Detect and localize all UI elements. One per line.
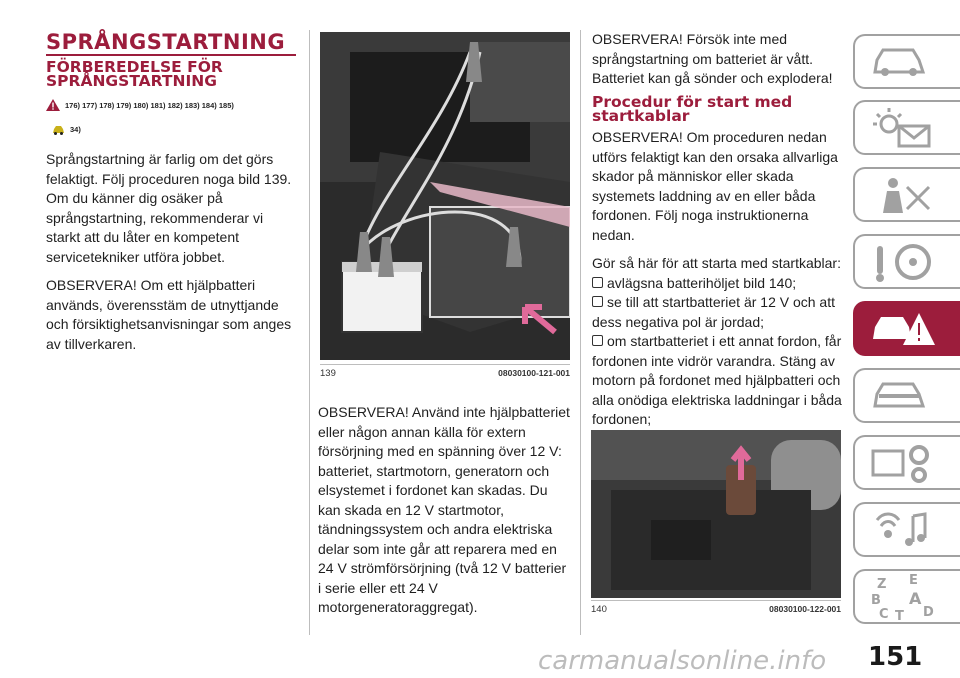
paragraph: OBSERVERA! Använd inte hjälpbatteriet eller någon annan källa för extern försörjning med en spänning över 12 V: batteriet, startmotorn, generatorn och elsystemet i fordonet kan skadas. Du kan skada en 12 V startmotor, tändningssystem och andra elektriska delar som inte går att reparera med en 24 V strömförsörjning (två 12 V batterier i serie eller ett 24 V motorgeneratoraggregat).	[318, 404, 570, 615]
column-1-text	[46, 150, 298, 363]
car-icon	[869, 42, 929, 82]
chapter-tab-technical-data[interactable]	[853, 435, 960, 490]
chapter-tab-car[interactable]	[853, 34, 960, 89]
page-number: 151	[868, 642, 923, 672]
chapter-tab-emergency[interactable]	[853, 301, 960, 356]
paragraph: OBSERVERA! Försök inte med språngstartning om batteriet är vått. Batteriet kan gå sönder och explodera!	[592, 31, 833, 86]
paragraph: OBSERVERA! Om ett hjälpbatteri används, överensstäm de utnyttjande och försiktighetsanvisningar som anges av tillverkaren.	[46, 277, 292, 352]
multimedia-icon	[869, 508, 939, 552]
chapter-tab-maintenance[interactable]	[853, 368, 960, 423]
column-3-text	[592, 128, 842, 430]
figure-140-image	[591, 430, 841, 598]
note-ref-text: 34)	[70, 125, 81, 134]
procedure-heading-line-2: startkablar	[592, 107, 690, 125]
checkbox-bullet-icon	[592, 277, 603, 288]
index-letter: B	[871, 593, 881, 608]
figure-caption-rule	[591, 600, 841, 601]
column-divider	[309, 30, 310, 635]
note-car-icon	[52, 124, 65, 135]
figure-140-caption	[591, 604, 841, 615]
index-letter: D	[923, 605, 934, 620]
index-letter: T	[895, 609, 904, 622]
index-letter: A	[909, 589, 922, 608]
figure-code: 08030100-121-001	[498, 368, 570, 378]
watermark: carmanualsonline.info	[538, 646, 827, 676]
bullet-item: se till att startbatteriet är 12 V och att dess negativa pol är jordad;	[592, 294, 835, 330]
procedure-heading-line-1: Procedur för start med	[592, 93, 793, 111]
note-ref-row	[52, 124, 81, 135]
figure-caption-rule	[320, 364, 570, 365]
figure-139-caption	[320, 368, 570, 379]
gear-icon	[869, 441, 939, 485]
index-letter: C	[879, 607, 889, 622]
warning-triangle-icon	[46, 99, 60, 111]
alphabet-index-icon	[865, 572, 945, 622]
bullet-item: avlägsna batterihöljet bild 140;	[592, 274, 842, 294]
column-divider	[580, 30, 581, 635]
checkbox-bullet-icon	[592, 296, 603, 307]
car-service-icon	[869, 376, 929, 416]
figure-number: 139	[320, 368, 336, 379]
section-subheading	[46, 60, 223, 88]
page-heading: SPRÅNGSTARTNING	[46, 30, 286, 54]
airbag-seat-icon	[869, 173, 939, 217]
figure-139-image	[320, 32, 570, 360]
steering-wheel-icon	[869, 240, 939, 284]
checkbox-bullet-icon	[592, 335, 603, 346]
column-3-top-text	[592, 30, 844, 98]
subheading-line-1: FÖRBEREDELSE FÖR	[46, 58, 223, 76]
chapter-tab-safety[interactable]	[853, 167, 960, 222]
chapter-tab-index[interactable]	[853, 569, 960, 624]
paragraph: Språngstartning är farlig om det görs felaktigt. Följ proceduren noga bild 139. Om du känner dig osäker på språngstartning, rekommenderar vi starkt att du låter en kompetent servicetekniker utföra jobbet.	[46, 151, 292, 265]
index-letter: E	[909, 573, 918, 588]
paragraph: Gör så här för att starta med startkablar:	[592, 255, 841, 271]
heading-rule	[46, 54, 296, 56]
subheading-line-2: SPRÅNGSTARTNING	[46, 72, 217, 90]
chapter-tab-driving[interactable]	[853, 234, 960, 289]
warning-refs-text: 176) 177) 178) 179) 180) 181) 182) 183) 184) 185)	[65, 100, 234, 110]
chapter-tab-lights[interactable]	[853, 100, 960, 155]
paragraph: OBSERVERA! Om proceduren nedan utförs felaktigt kan den orsaka allvarliga skador på människor eller skada systemets laddning av en eller båda fordonen. Följ noga instruktionerna nedan.	[592, 129, 838, 243]
battery-cover-photo	[591, 430, 841, 598]
chapter-tab-multimedia[interactable]	[853, 502, 960, 557]
emergency-car-icon	[869, 307, 939, 351]
index-letter: Z	[877, 577, 887, 592]
figure-number: 140	[591, 604, 607, 615]
figure-code: 08030100-122-001	[769, 604, 841, 614]
jump-start-illustration	[320, 32, 570, 360]
procedure-heading	[592, 95, 792, 123]
column-2-text	[318, 403, 570, 627]
warning-refs-row	[46, 99, 234, 111]
bullet-item: om startbatteriet i ett annat fordon, får fordonen inte vidrör varandra. Stäng av motorn på fordonet med hjälpbatteri och alla onödiga elektriska laddningar i båda fordonen;	[592, 333, 842, 427]
light-envelope-icon	[869, 106, 939, 150]
